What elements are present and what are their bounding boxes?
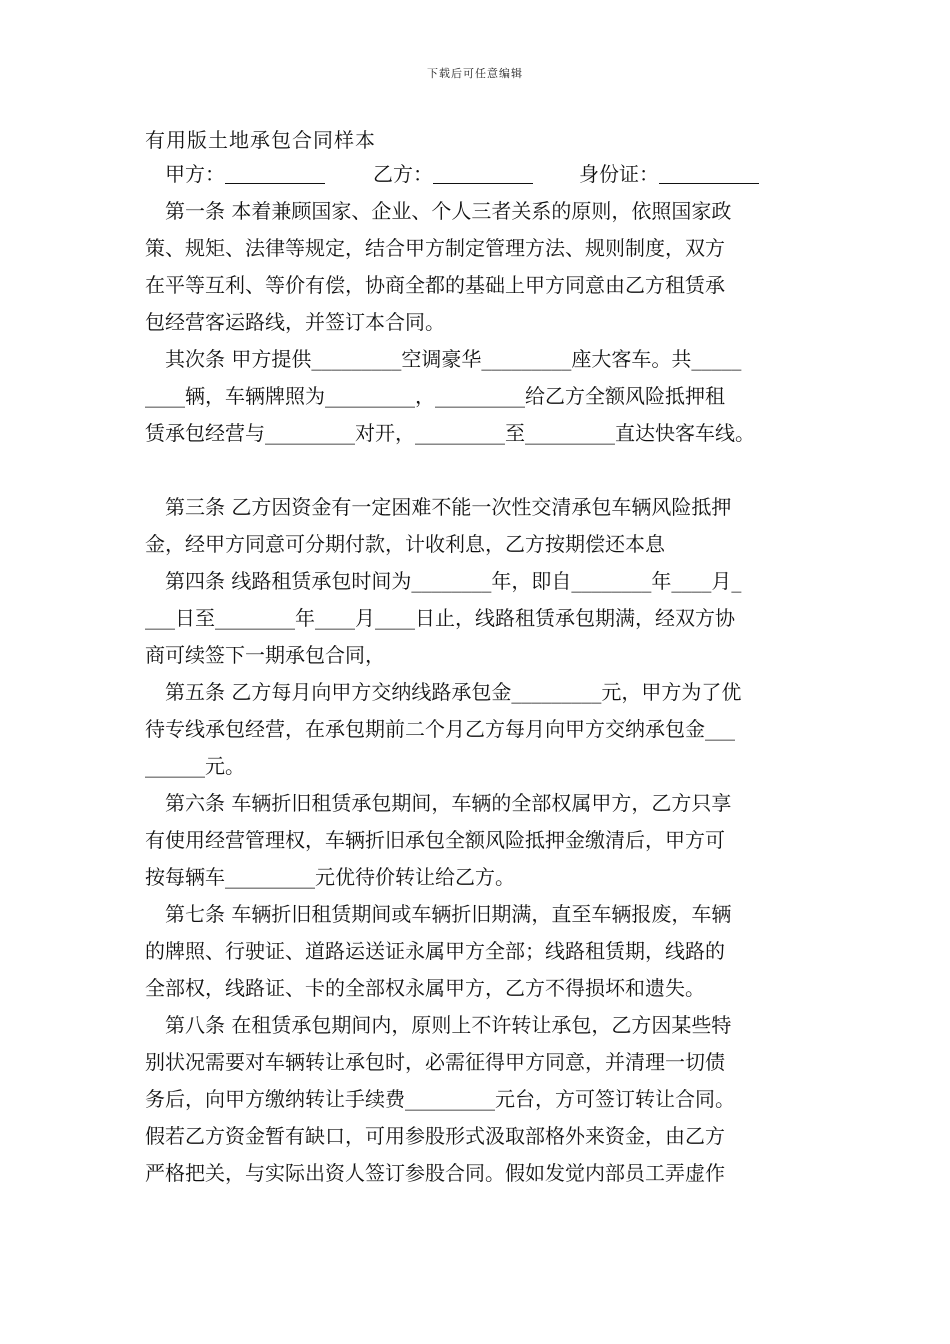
document-title: 有用版土地承包合同样本 xyxy=(145,128,376,152)
article-8-line-2: 别状况需要对车辆转让承包时，必需征得甲方同意，并清理一切债 xyxy=(145,1050,725,1074)
article-2-line-3: 赁承包经营与_________对开，_________至_________直达快客车线。 xyxy=(145,421,755,445)
article-5-line-3: ______元。 xyxy=(145,754,245,778)
article-7-line-2: 的牌照、行驶证、道路运送证永属甲方全部；线路租赁期，线路的 xyxy=(145,939,725,963)
article-8-line-1: 第八条 在租赁承包期间内，原则上不许转让承包，乙方因某些特 xyxy=(165,1013,732,1037)
article-6-line-3: 按每辆车_________元优待价转让给乙方。 xyxy=(145,865,515,889)
party-a-label: 甲方： xyxy=(165,162,225,186)
article-6-line-2: 有使用经营管理权，车辆折旧承包全额风险抵押金缴清后，甲方可 xyxy=(145,828,725,852)
article-8-line-3: 务后，向甲方缴纳转让手续费_________元台，方可签订转让合同。 xyxy=(145,1087,735,1111)
article-8-line-5: 严格把关，与实际出资人签订参股合同。假如发觉内部员工弄虚作 xyxy=(145,1161,725,1185)
article-1-line-2: 策、规矩、法律等规定，结合甲方制定管理方法、规则制度，双方 xyxy=(145,236,725,260)
page-header-note: 下载后可任意编辑 xyxy=(427,67,523,80)
party-a-blank[interactable] xyxy=(225,163,325,184)
article-4-line-2: ___日至________年____月____日止，线路租赁承包期满，经双方协 xyxy=(145,606,735,630)
article-7-line-3: 全部权，线路证、卡的全部权永属甲方，乙方不得损坏和遗失。 xyxy=(145,976,705,1000)
article-3-line-2: 金，经甲方同意可分期付款，计收利息，乙方按期偿还本息 xyxy=(145,532,665,556)
article-5-line-2: 待专线承包经营，在承包期前二个月乙方每月向甲方交纳承包金___ xyxy=(145,717,735,741)
contract-body xyxy=(145,193,813,1192)
article-2-line-2: ____辆，车辆牌照为_________，_________给乙方全额风险抵押租 xyxy=(145,384,725,408)
article-7-line-1: 第七条 车辆折旧租赁期间或车辆折旧期满，直至车辆报废，车辆 xyxy=(165,902,732,926)
article-5-line-1: 第五条 乙方每月向甲方交纳线路承包金_________元，甲方为了优 xyxy=(165,680,742,704)
parties-line xyxy=(165,158,759,187)
article-6-line-1: 第六条 车辆折旧租赁承包期间，车辆的全部权属甲方，乙方只享 xyxy=(165,791,732,815)
article-4-line-1: 第四条 线路租赁承包时间为________年，即自________年____月_ xyxy=(165,569,742,593)
party-b-label: 乙方： xyxy=(373,162,433,186)
article-1-line-4: 包经营客运路线，并签订本合同。 xyxy=(145,310,445,334)
article-2-line-1: 其次条 甲方提供_________空调豪华_________座大客车。共_____ xyxy=(165,347,742,371)
article-4-line-3: 商可续签下一期承包合同， xyxy=(145,643,385,667)
article-8-line-4: 假若乙方资金暂有缺口，可用参股形式汲取部格外来资金，由乙方 xyxy=(145,1124,725,1148)
article-1-line-3: 在平等互利、等价有偿，协商全都的基础上甲方同意由乙方租赁承 xyxy=(145,273,725,297)
article-1-line-1: 第一条 本着兼顾国家、企业、个人三者关系的原则，依照国家政 xyxy=(165,199,732,223)
id-card-label: 身份证： xyxy=(579,162,659,186)
id-card-blank[interactable] xyxy=(659,163,759,184)
paragraph-gap xyxy=(145,452,813,489)
party-b-blank[interactable] xyxy=(433,163,533,184)
article-3-line-1: 第三条 乙方因资金有一定困难不能一次性交清承包车辆风险抵押 xyxy=(165,495,732,519)
